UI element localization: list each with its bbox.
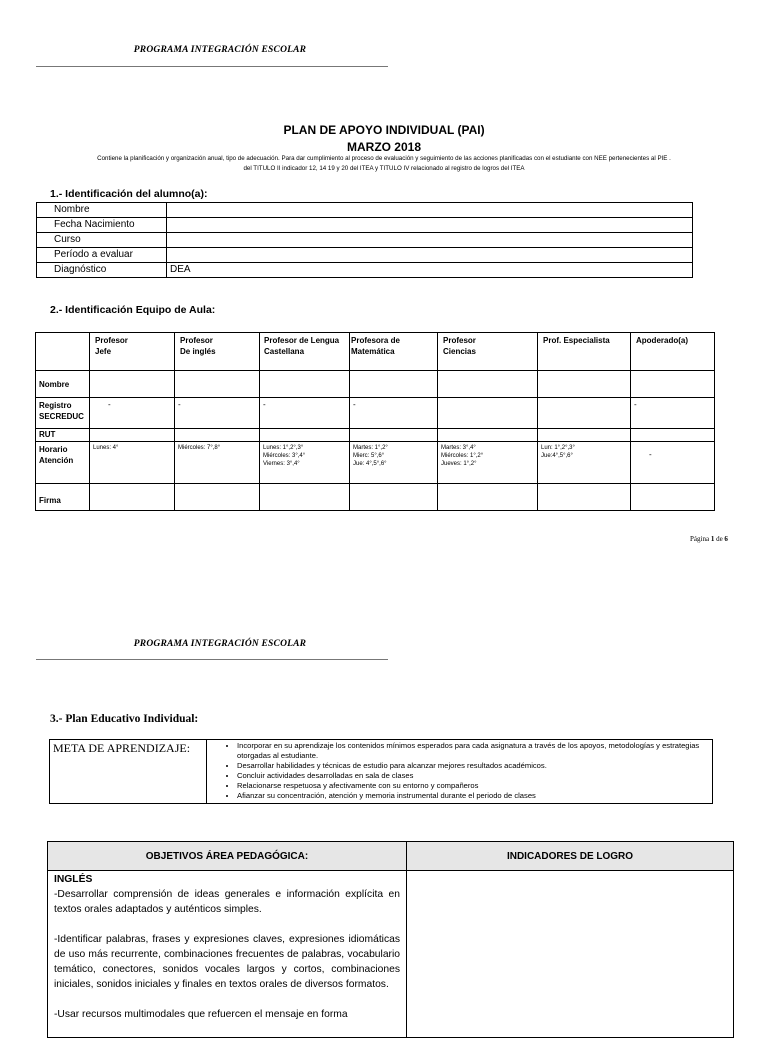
- objective-paragraph: -Identificar palabras, frases y expresiones claves, expresiones idiomáticas de uso más recurrente, combinaciones frecuentes de palabras, vocabulario temático, conectores, sonidos vocales largos y cortos, combinaciones iniciales, sonidos iniciales y finales en textos orales de diversos formatos.: [54, 934, 400, 990]
- table-cell[interactable]: [438, 484, 538, 511]
- list-item: • Afianzar su concentración, atención y memoria instrumental durante el periodo de clases: [237, 791, 712, 801]
- table-cell[interactable]: [631, 484, 715, 511]
- table-row: [36, 442, 715, 484]
- table-row: [37, 233, 693, 248]
- table-cell[interactable]: [631, 371, 715, 398]
- table-row: [37, 248, 693, 263]
- row-value[interactable]: [167, 218, 693, 233]
- objective-paragraph: -Usar recursos multimodales que refuercen el mensaje en forma: [54, 1009, 348, 1020]
- table-row: [37, 263, 693, 278]
- column-header: INDICADORES DE LOGRO: [407, 842, 734, 871]
- table-cell[interactable]: [538, 429, 631, 442]
- row-label: Curso: [37, 233, 167, 248]
- row-label: RUT: [36, 429, 90, 442]
- row-label: Firma: [36, 484, 90, 511]
- table-cell[interactable]: [538, 398, 631, 429]
- table-cell[interactable]: Martes: 3°,4° Miércoles: 1°,2° Jueves: 1°,2°: [438, 442, 538, 484]
- page-header: PROGRAMA INTEGRACIÓN ESCOLAR: [133, 639, 307, 649]
- table-cell[interactable]: [631, 429, 715, 442]
- row-label: Diagnóstico: [37, 263, 167, 278]
- table-row: [50, 740, 713, 804]
- table-header-row: [48, 842, 734, 871]
- page-header: PROGRAMA INTEGRACIÓN ESCOLAR: [133, 45, 307, 55]
- document-subtitle: MARZO 2018: [346, 140, 422, 154]
- table-cell[interactable]: [90, 429, 175, 442]
- column-header: Profesor de Lengua Castellana: [260, 333, 350, 371]
- document-title: PLAN DE APOYO INDIVIDUAL (PAI): [283, 123, 485, 137]
- column-header: OBJETIVOS ÁREA PEDAGÓGICA:: [48, 842, 407, 871]
- table-cell[interactable]: -: [350, 398, 438, 429]
- section-2-heading: 2.- Identificación Equipo de Aula:: [50, 304, 216, 316]
- section-1-heading: 1.- Identificación del alumno(a):: [50, 188, 208, 200]
- header-divider: [36, 66, 388, 67]
- table-cell[interactable]: [90, 371, 175, 398]
- table-cell[interactable]: -: [260, 398, 350, 429]
- table-cell[interactable]: [538, 484, 631, 511]
- header-divider: [36, 659, 388, 660]
- table-cell[interactable]: [260, 429, 350, 442]
- classroom-team-table: [35, 332, 715, 511]
- meta-goal-list: [207, 741, 712, 801]
- page-number-total: 6: [724, 535, 728, 543]
- table-cell[interactable]: [538, 371, 631, 398]
- table-cell[interactable]: Lunes: 4°: [90, 442, 175, 484]
- learning-goal-table: [49, 739, 713, 804]
- document-description: [30, 154, 738, 173]
- column-header: Profesor De inglés: [175, 333, 260, 371]
- table-cell[interactable]: [260, 371, 350, 398]
- table-cell[interactable]: Lunes: 1°,2°,3° Miércoles: 3°,4° Viernes: 3°,4°: [260, 442, 350, 484]
- column-header: Profesor Jefe: [90, 333, 175, 371]
- table-row: [36, 398, 715, 429]
- page-number-separator: de: [714, 535, 725, 543]
- row-value[interactable]: [167, 248, 693, 263]
- list-item: • Desarrollar habilidades y técnicas de estudio para alcanzar mejores resultados académicos.: [237, 761, 712, 771]
- table-cell[interactable]: [438, 371, 538, 398]
- meta-content: [207, 740, 713, 804]
- row-value[interactable]: [167, 233, 693, 248]
- row-label: Horario Atención: [36, 442, 90, 484]
- row-label: Fecha Nacimiento: [37, 218, 167, 233]
- table-cell[interactable]: [90, 484, 175, 511]
- table-cell[interactable]: [350, 484, 438, 511]
- table-row: [36, 371, 715, 398]
- table-row: [36, 429, 715, 442]
- table-cell[interactable]: [350, 429, 438, 442]
- table-header-row: [36, 333, 715, 371]
- table-cell[interactable]: [438, 398, 538, 429]
- row-value[interactable]: DEA: [167, 263, 693, 278]
- list-item: • Concluir actividades desarrolladas en sala de clases: [237, 771, 712, 781]
- table-cell[interactable]: Miércoles: 7°,8°: [175, 442, 260, 484]
- table-cell[interactable]: [175, 371, 260, 398]
- table-cell[interactable]: Martes: 1°,2° Mierc: 5°,6° Jue: 4°,5°,6°: [350, 442, 438, 484]
- table-cell[interactable]: [350, 371, 438, 398]
- row-label: Registro SECREDUC: [36, 398, 90, 429]
- table-cell[interactable]: [260, 484, 350, 511]
- description-line-1: Contiene la planificación y organización anual, tipo de adecuación. Para dar cumplimiento al proceso de evaluación y seguimiento de las acciones planificadas con el estudiante con NEE pertenecientes al PIE .: [97, 155, 671, 162]
- row-value[interactable]: [167, 203, 693, 218]
- row-label: Nombre: [36, 371, 90, 398]
- list-item: • Relacionarse respetuosa y afectivamente con su entorno y compañeros: [237, 781, 712, 791]
- table-cell[interactable]: [438, 429, 538, 442]
- column-header: Prof. Especialista: [538, 333, 631, 371]
- table-row: [48, 871, 734, 1038]
- table-cell[interactable]: [175, 484, 260, 511]
- table-cell[interactable]: -: [90, 398, 175, 429]
- student-identification-table: [36, 202, 693, 278]
- column-header: Profesor Ciencias: [438, 333, 538, 371]
- description-line-2: del TITULO II indicador 12, 14 19 y 20 del ITEA y TITULO IV relacionado al registro de logros del ITEA: [243, 164, 525, 172]
- table-cell[interactable]: [175, 429, 260, 442]
- column-header: Profesora de Matemática: [350, 333, 438, 371]
- page-number-current: 1: [710, 535, 715, 543]
- table-row: [36, 484, 715, 511]
- row-label: Período a evaluar: [37, 248, 167, 263]
- row-label: Nombre: [37, 203, 167, 218]
- table-cell[interactable]: -: [631, 442, 715, 484]
- table-cell[interactable]: -: [631, 398, 715, 429]
- section-3-heading: 3.- Plan Educativo Individual:: [50, 713, 199, 725]
- indicators-cell[interactable]: [407, 871, 734, 1038]
- list-item: • Incorporar en su aprendizaje los contenidos mínimos esperados para cada asignatura a través de los apoyos, metodologías y estrategias otorgadas al estudiante.: [237, 741, 712, 761]
- page-number: [690, 535, 728, 543]
- meta-label: META DE APRENDIZAJE:: [50, 740, 207, 804]
- objective-paragraph: -Desarrollar comprensión de ideas generales e información explícita en textos orales adaptados y auténticos simples.: [54, 889, 400, 915]
- table-row: [37, 203, 693, 218]
- table-cell[interactable]: Lun: 1°,2°,3° Jue:4°,5°,6°: [538, 442, 631, 484]
- column-header: Apoderado(a): [631, 333, 715, 371]
- table-cell[interactable]: -: [175, 398, 260, 429]
- objectives-table: [47, 841, 734, 1038]
- subject-title: INGLÉS: [54, 874, 93, 885]
- objectives-cell: [48, 871, 407, 1038]
- corner-cell: [36, 333, 90, 371]
- page-number-prefix: Página: [690, 535, 711, 543]
- table-row: [37, 218, 693, 233]
